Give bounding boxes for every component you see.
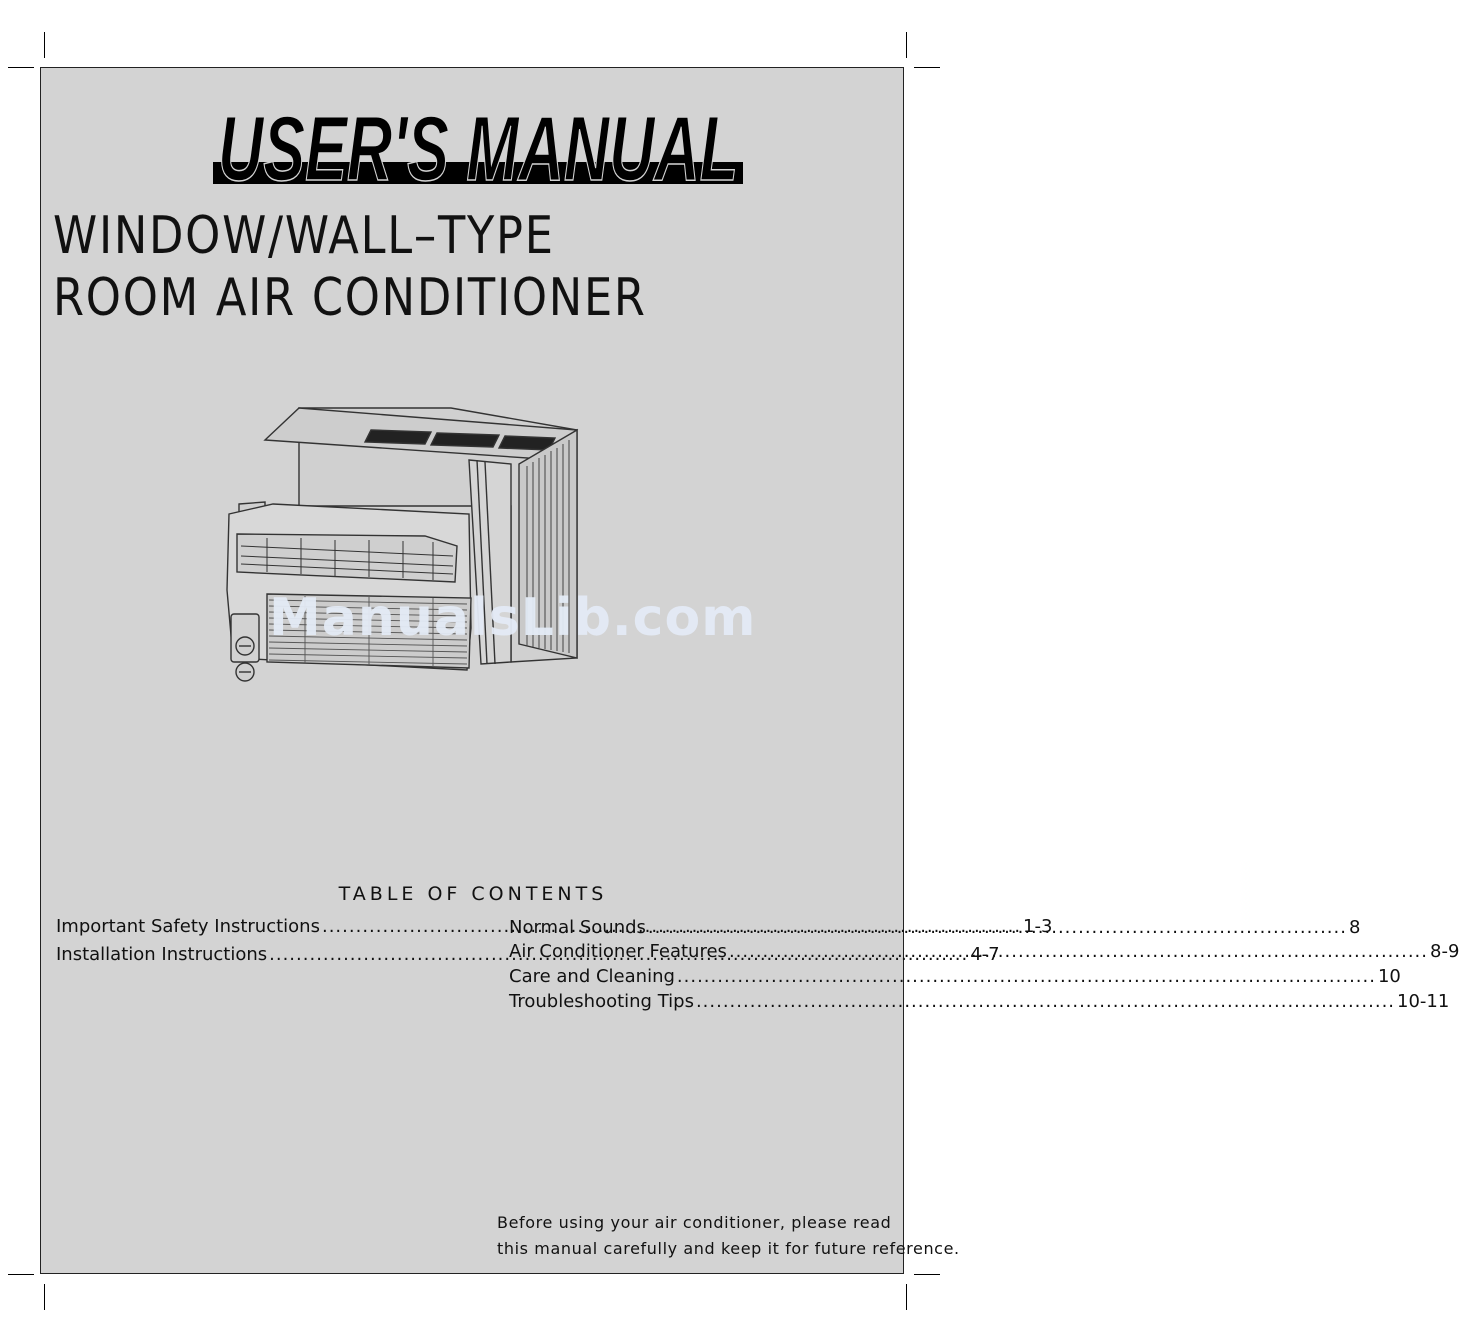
toc-leader	[696, 991, 1395, 1012]
toc-entry-pages: 10	[1377, 966, 1401, 987]
toc-leader	[648, 917, 1347, 938]
toc-entry-label: Normal Sounds	[509, 917, 646, 938]
toc-entry-pages: 1-3	[1023, 916, 1053, 937]
crop-mark	[44, 32, 45, 58]
footer-note-line-1: Before using your air conditioner, please read	[497, 1213, 892, 1232]
product-type-line-2: ROOM AIR CONDITIONER	[53, 268, 647, 328]
cover-page	[40, 67, 1459, 1274]
toc-entry-pages: 10-11	[1397, 991, 1450, 1012]
crop-mark	[906, 1284, 907, 1310]
toc-entry-pages: 8-9	[1430, 941, 1459, 962]
toc-entry-pages: 4-7	[970, 944, 1000, 965]
crop-mark	[8, 1274, 34, 1275]
brand-title	[213, 96, 743, 200]
crop-mark	[8, 67, 34, 68]
crop-mark	[906, 32, 907, 58]
toc-entry-label: Installation Instructions	[56, 944, 268, 965]
toc-entry[interactable]	[509, 966, 1401, 987]
toc-heading: TABLE OF CONTENTS	[338, 883, 608, 905]
toc-leader	[729, 941, 1428, 962]
crop-mark	[914, 67, 940, 68]
brand-title-text: USER'S MANUAL	[218, 98, 738, 200]
footer-note-line-2: this manual carefully and keep it for future reference.	[497, 1239, 960, 1258]
toc-entry-label: Care and Cleaning	[509, 966, 675, 987]
watermark-text: ManualsLib.com	[269, 588, 757, 648]
product-type-line-1: WINDOW/WALL–TYPE	[53, 206, 555, 266]
toc-entry[interactable]	[509, 991, 1450, 1012]
crop-mark	[44, 1284, 45, 1310]
toc-leader	[677, 966, 1376, 987]
crop-mark	[914, 1274, 940, 1275]
toc-entry-label: Important Safety Instructions	[56, 916, 320, 937]
toc-entry-label: Air Conditioner Features	[509, 941, 727, 962]
toc-entry-label: Troubleshooting Tips	[509, 991, 694, 1012]
toc-entry-pages: 8	[1348, 917, 1361, 938]
